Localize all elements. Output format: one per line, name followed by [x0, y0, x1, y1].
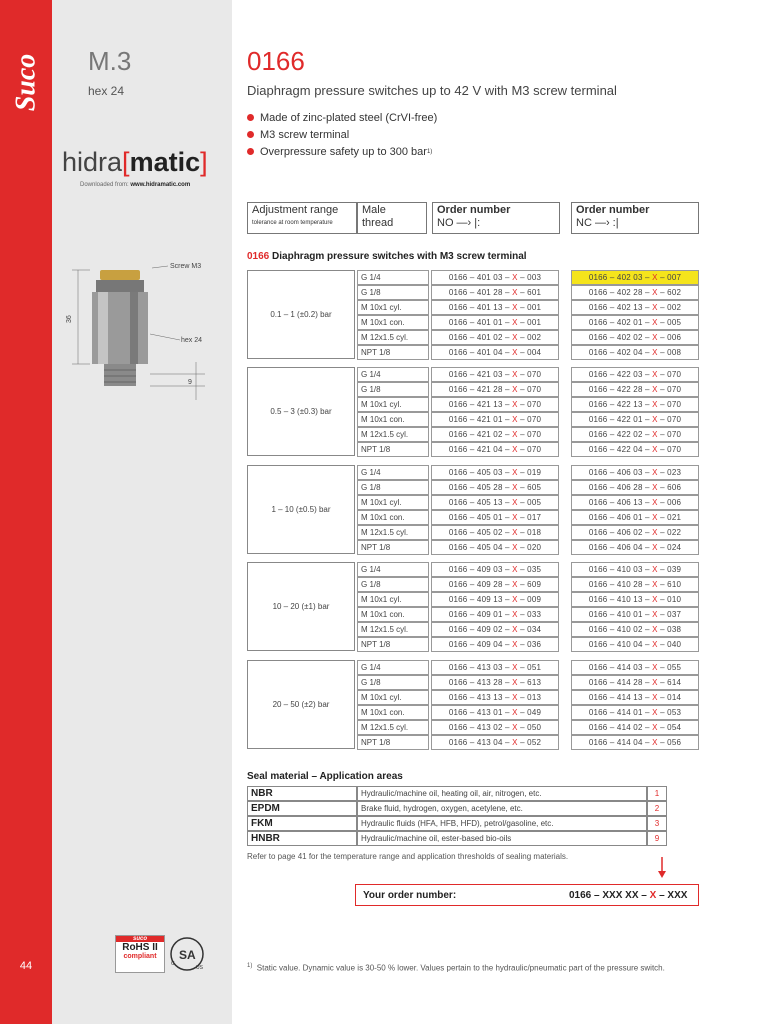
table-row [357, 480, 699, 495]
product-subtitle: Diaphragm pressure switches up to 42 V with M3 screw terminal [247, 83, 617, 98]
seal-row: EPDM Brake fluid, hydrogen, oxygen, acetylene, etc. 2 [247, 801, 667, 816]
table-row [357, 427, 699, 442]
table-row [357, 270, 699, 285]
thread-cell: M 10x1 con. [357, 510, 429, 525]
model-name: M.3 [88, 46, 132, 76]
table-row [357, 382, 699, 397]
table-row [357, 705, 699, 720]
thread-cell: M 10x1 con. [357, 705, 429, 720]
pressure-range-group [247, 562, 699, 651]
thread-cell: M 10x1 cyl. [357, 397, 429, 412]
order-no-cell: 0166 – 409 02 – X – 034 [431, 622, 559, 637]
order-nc-cell: 0166 – 414 28 – X – 614 [571, 675, 699, 690]
order-nc-cell: 0166 – 422 02 – X – 070 [571, 427, 699, 442]
table-row [357, 577, 699, 592]
order-nc-cell: 0166 – 422 28 – X – 070 [571, 382, 699, 397]
order-no-cell: 0166 – 409 04 – X – 036 [431, 637, 559, 652]
feature-item: Overpressure safety up to 300 bar 1) [247, 143, 437, 160]
table-row [357, 345, 699, 360]
order-number-label: Your order number: [363, 890, 457, 901]
range-label: 0.5 – 3 (±0.3) bar [247, 367, 355, 456]
order-nc-cell: 0166 – 414 01 – X – 053 [571, 705, 699, 720]
header-order-nc: Order number NC —› :| [571, 202, 699, 234]
order-no-cell: 0166 – 421 04 – X – 070 [431, 442, 559, 457]
order-nc-cell: 0166 – 410 03 – X – 039 [571, 562, 699, 577]
order-nc-cell: 0166 – 422 01 – X – 070 [571, 412, 699, 427]
order-no-cell: 0166 – 401 13 – X – 001 [431, 300, 559, 315]
order-no-cell: 0166 – 421 28 – X – 070 [431, 382, 559, 397]
order-nc-cell: 0166 – 402 03 – X – 007 [571, 270, 699, 285]
order-number-box [355, 884, 699, 906]
header-order-no: Order number NO —› |: [432, 202, 560, 234]
thread-cell: G 1/8 [357, 382, 429, 397]
page-number: 44 [19, 960, 33, 972]
order-no-cell: 0166 – 421 01 – X – 070 [431, 412, 559, 427]
table-row [357, 720, 699, 735]
order-nc-cell: 0166 – 402 13 – X – 002 [571, 300, 699, 315]
table-row [357, 315, 699, 330]
feature-list [247, 109, 437, 160]
order-nc-cell: 0166 – 414 04 – X – 056 [571, 735, 699, 750]
thread-cell: M 10x1 con. [357, 607, 429, 622]
table-row [357, 607, 699, 622]
screw-label: Screw M3 [170, 263, 202, 270]
order-nc-cell: 0166 – 406 04 – X – 024 [571, 540, 699, 555]
range-label: 1 – 10 (±0.5) bar [247, 465, 355, 554]
order-nc-cell: 0166 – 406 01 – X – 021 [571, 510, 699, 525]
thread-cell: G 1/8 [357, 480, 429, 495]
range-label: 0.1 – 1 (±0.2) bar [247, 270, 355, 359]
table-row [357, 622, 699, 637]
order-nc-cell: 0166 – 406 13 – X – 006 [571, 495, 699, 510]
order-no-cell: 0166 – 421 02 – X – 070 [431, 427, 559, 442]
order-number-format: 0166 – XXX XX – X – XXX [569, 890, 688, 901]
pressure-range-group [247, 465, 699, 554]
order-no-cell: 0166 – 409 01 – X – 033 [431, 607, 559, 622]
order-nc-cell: 0166 – 402 02 – X – 006 [571, 330, 699, 345]
order-nc-cell: 0166 – 406 28 – X – 606 [571, 480, 699, 495]
order-no-cell: 0166 – 401 28 – X – 601 [431, 285, 559, 300]
table-row [357, 525, 699, 540]
thread-cell: G 1/4 [357, 465, 429, 480]
order-nc-cell: 0166 – 410 01 – X – 037 [571, 607, 699, 622]
thread-cell: G 1/4 [357, 562, 429, 577]
table-row [357, 510, 699, 525]
csa-certification-icon [168, 935, 206, 973]
order-no-cell: 0166 – 413 13 – X – 013 [431, 690, 559, 705]
csa-c-label: C [171, 961, 175, 967]
order-nc-cell: 0166 – 402 01 – X – 005 [571, 315, 699, 330]
table-row [357, 690, 699, 705]
order-no-cell: 0166 – 409 28 – X – 609 [431, 577, 559, 592]
order-nc-cell: 0166 – 422 13 – X – 070 [571, 397, 699, 412]
order-nc-cell: 0166 – 410 02 – X – 038 [571, 622, 699, 637]
height-dimension: 36 [66, 315, 73, 323]
thread-cell: M 10x1 con. [357, 315, 429, 330]
svg-text:SA: SA [179, 948, 196, 962]
header-male-thread: Male thread [357, 202, 427, 234]
order-no-cell: 0166 – 405 28 – X – 605 [431, 480, 559, 495]
order-nc-cell: 0166 – 414 02 – X – 054 [571, 720, 699, 735]
order-nc-cell: 0166 – 406 02 – X – 022 [571, 525, 699, 540]
order-nc-cell: 0166 – 406 03 – X – 023 [571, 465, 699, 480]
seal-row: NBR Hydraulic/machine oil, heating oil, air, nitrogen, etc. 1 [247, 786, 667, 801]
order-nc-cell: 0166 – 402 28 – X – 602 [571, 285, 699, 300]
order-no-cell: 0166 – 409 13 – X – 009 [431, 592, 559, 607]
table-row [357, 540, 699, 555]
order-no-cell: 0166 – 413 03 – X – 051 [431, 660, 559, 675]
order-no-cell: 0166 – 405 13 – X – 005 [431, 495, 559, 510]
range-label: 10 – 20 (±1) bar [247, 562, 355, 651]
table-row [357, 562, 699, 577]
order-no-cell: 0166 – 421 13 – X – 070 [431, 397, 559, 412]
table-row [357, 660, 699, 675]
hidramatic-logo: hidra[matic] [62, 147, 208, 177]
seal-row: HNBR Hydraulic/machine oil, ester-based bio-oils 9 [247, 831, 667, 846]
thread-cell: M 12x1.5 cyl. [357, 622, 429, 637]
table-row [357, 285, 699, 300]
order-no-cell: 0166 – 401 03 – X – 003 [431, 270, 559, 285]
thread-cell: M 10x1 cyl. [357, 690, 429, 705]
order-nc-cell: 0166 – 410 28 – X – 610 [571, 577, 699, 592]
suco-logo: Suco [10, 53, 41, 112]
table-row [357, 397, 699, 412]
seal-reference-note: Refer to page 41 for the temperature range and application thresholds of sealing materials. [247, 852, 569, 861]
thread-cell: M 10x1 cyl. [357, 495, 429, 510]
order-nc-cell: 0166 – 422 04 – X – 070 [571, 442, 699, 457]
thread-cell: M 12x1.5 cyl. [357, 427, 429, 442]
hex-label: hex 24 [181, 337, 203, 344]
thread-cell: M 10x1 cyl. [357, 300, 429, 315]
range-label: 20 – 50 (±2) bar [247, 660, 355, 749]
thread-cell: M 10x1 cyl. [357, 592, 429, 607]
table-row [357, 735, 699, 750]
brand-sidebar [0, 0, 52, 1024]
thread-cell: NPT 1/8 [357, 735, 429, 750]
thread-cell: G 1/4 [357, 270, 429, 285]
order-nc-cell: 0166 – 414 13 – X – 014 [571, 690, 699, 705]
table-row [357, 330, 699, 345]
order-nc-cell: 0166 – 414 03 – X – 055 [571, 660, 699, 675]
section-title: 0166 Diaphragm pressure switches with M3 screw terminal [247, 251, 527, 262]
pressure-range-group [247, 367, 699, 456]
table-row [357, 637, 699, 652]
pressure-range-group [247, 660, 699, 749]
order-nc-cell: 0166 – 410 13 – X – 010 [571, 592, 699, 607]
order-no-cell: 0166 – 401 01 – X – 001 [431, 315, 559, 330]
thread-cell: G 1/4 [357, 367, 429, 382]
order-no-cell: 0166 – 401 02 – X – 002 [431, 330, 559, 345]
thread-dimension: 9 [188, 379, 192, 386]
pressure-range-group [247, 270, 699, 359]
order-no-cell: 0166 – 413 28 – X – 613 [431, 675, 559, 690]
table-row [357, 675, 699, 690]
csa-us-label: US [196, 965, 203, 971]
feature-item: M3 screw terminal [247, 126, 437, 143]
order-no-cell: 0166 – 413 02 – X – 050 [431, 720, 559, 735]
feature-item: Made of zinc-plated steel (CrVI-free) [247, 109, 437, 126]
order-no-cell: 0166 – 405 02 – X – 018 [431, 525, 559, 540]
order-no-cell: 0166 – 409 03 – X – 035 [431, 562, 559, 577]
arrow-down-icon [657, 857, 667, 879]
thread-cell: M 12x1.5 cyl. [357, 525, 429, 540]
table-row [357, 367, 699, 382]
thread-cell: M 10x1 con. [357, 412, 429, 427]
order-no-cell: 0166 – 405 01 – X – 017 [431, 510, 559, 525]
header-adjustment-range: Adjustment range tolerance at room temperature [247, 202, 357, 234]
thread-cell: G 1/8 [357, 285, 429, 300]
hex-size: hex 24 [88, 84, 125, 98]
thread-cell: G 1/8 [357, 577, 429, 592]
table-row [357, 465, 699, 480]
order-nc-cell: 0166 – 410 04 – X – 040 [571, 637, 699, 652]
order-no-cell: 0166 – 413 04 – X – 052 [431, 735, 559, 750]
rohs-badge: suco RoHS II compliant [115, 935, 165, 973]
table-row [357, 412, 699, 427]
thread-cell: NPT 1/8 [357, 637, 429, 652]
product-drawing [60, 262, 225, 412]
table-row [357, 592, 699, 607]
download-source: Downloaded from: www.hidramatic.com [80, 182, 191, 188]
order-no-cell: 0166 – 413 01 – X – 049 [431, 705, 559, 720]
seal-row: FKM Hydraulic fluids (HFA, HFB, HFD), petrol/gasoline, etc. 3 [247, 816, 667, 831]
thread-cell: M 12x1.5 cyl. [357, 330, 429, 345]
thread-cell: NPT 1/8 [357, 540, 429, 555]
table-row [357, 300, 699, 315]
order-nc-cell: 0166 – 402 04 – X – 008 [571, 345, 699, 360]
thread-cell: NPT 1/8 [357, 442, 429, 457]
order-no-cell: 0166 – 405 04 – X – 020 [431, 540, 559, 555]
thread-cell: G 1/8 [357, 675, 429, 690]
order-no-cell: 0166 – 405 03 – X – 019 [431, 465, 559, 480]
table-row [357, 495, 699, 510]
footnote: $^{1)}$ Static value. Dynamic value is 30-50 % lower. Values pertain to the hydraulic/pneumatic part of the pressure switch. [247, 963, 665, 973]
thread-cell: M 12x1.5 cyl. [357, 720, 429, 735]
thread-cell: G 1/4 [357, 660, 429, 675]
thread-cell: NPT 1/8 [357, 345, 429, 360]
order-nc-cell: 0166 – 422 03 – X – 070 [571, 367, 699, 382]
seal-title: Seal material – Application areas [247, 771, 403, 782]
order-no-cell: 0166 – 401 04 – X – 004 [431, 345, 559, 360]
product-number: 0166 [247, 46, 305, 76]
order-no-cell: 0166 – 421 03 – X – 070 [431, 367, 559, 382]
table-row [357, 442, 699, 457]
